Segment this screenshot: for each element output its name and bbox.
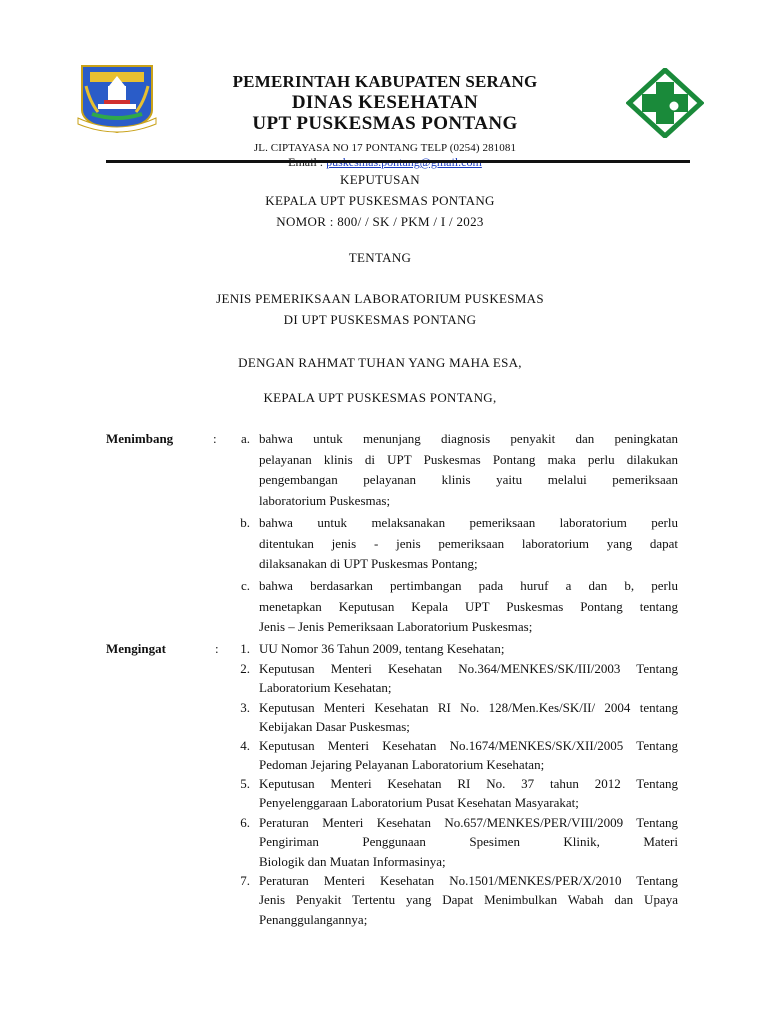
- menimbang-item-line: bahwa untuk melaksanakan pemeriksaan laboratorium perlu: [259, 515, 678, 530]
- mengingat-item: [259, 774, 678, 813]
- mengingat-item: [259, 639, 678, 658]
- menimbang-marker: c.: [240, 578, 250, 593]
- menimbang-item-line: ditentukan jenis - jenis pemeriksaan laboratorium yang dapat: [259, 535, 678, 551]
- letterhead-text: [160, 72, 610, 169]
- puskesmas-green-cross-icon: [626, 68, 704, 138]
- decree-issuer: KEPALA UPT PUSKESMAS PONTANG: [265, 193, 495, 208]
- mengingat-item-line: Pengiriman Penggunaan Spesimen Klinik, Materi: [259, 834, 678, 850]
- menimbang-item: [259, 429, 678, 511]
- preamble-invocation: DENGAN RAHMAT TUHAN YANG MAHA ESA,: [238, 355, 522, 370]
- mengingat-item: [259, 871, 678, 929]
- menimbang-marker: a.: [240, 431, 250, 446]
- mengingat-item-line: Keputusan Menteri Kesehatan RI No. 37 tahun 2012 Tentang: [259, 776, 678, 791]
- decree-number: NOMOR : 800/ / SK / PKM / I / 2023: [276, 214, 484, 229]
- menimbang-item-line: bahwa untuk menunjang diagnosis penyakit dan peningkatan: [259, 431, 678, 446]
- mengingat-item-line: Pedoman Jejaring Pelayanan Laboratorium Kesehatan;: [259, 757, 545, 773]
- mengingat-item: [259, 659, 678, 698]
- mengingat-item-line: Biologik dan Muatan Informasinya;: [259, 853, 446, 869]
- menimbang-item-line: Jenis – Jenis Pemeriksaan Laboratorium Puskesmas;: [259, 619, 533, 635]
- mengingat-colon: :: [215, 641, 219, 656]
- letterhead-divider: [106, 160, 690, 163]
- mengingat-item-line: Jenis Penyakit Tertentu yang Dapat Menimbulkan Wabah dan Upaya: [259, 892, 678, 908]
- mengingat-item-line: Laboratorium Kesehatan;: [259, 680, 392, 696]
- menimbang-item-line: laboratorium Puskesmas;: [259, 492, 391, 508]
- menimbang-label: Menimbang: [106, 431, 174, 446]
- decree-about: TENTANG: [348, 250, 412, 265]
- mengingat-marker: 6.: [240, 815, 250, 830]
- mengingat-marker: 5.: [240, 776, 250, 791]
- department-name: DINAS KESEHATAN: [291, 92, 479, 113]
- decree-subject-line1: JENIS PEMERIKSAAN LABORATORIUM PUSKESMAS: [216, 291, 544, 306]
- institution-name: UPT PUSKESMAS PONTANG: [252, 113, 518, 134]
- address: JL. CIPTAYASA NO 17 PONTANG TELP (0254) 281081: [253, 142, 517, 154]
- kabupaten-serang-crest-icon: [76, 62, 158, 134]
- menimbang-marker: b.: [240, 515, 250, 530]
- mengingat-marker: 3.: [240, 700, 250, 715]
- menimbang-item: [259, 576, 678, 638]
- menimbang-colon: :: [213, 431, 217, 446]
- menimbang-item-line: menetapkan Keputusan Kepala UPT Puskesmas Pontang tentang: [259, 598, 678, 614]
- menimbang-item-line: bahwa berdasarkan pertimbangan pada huruf a dan b, perlu: [259, 578, 678, 593]
- mengingat-item: [259, 813, 678, 871]
- mengingat-marker: 2.: [240, 661, 250, 676]
- mengingat-item-line: Keputusan Menteri Kesehatan RI No. 128/Men.Kes/SK/II/ 2004 tentang: [259, 700, 678, 715]
- mengingat-item: [259, 698, 678, 737]
- mengingat-marker: 1.: [240, 641, 250, 656]
- mengingat-item-line: Peraturan Menteri Kesehatan No.1501/MENKES/PER/X/2010 Tentang: [259, 873, 678, 888]
- mengingat-item-line: Keputusan Menteri Kesehatan No.364/MENKES/SK/III/2003 Tentang: [259, 661, 678, 676]
- decree-subject-line2: DI UPT PUSKESMAS PONTANG: [283, 312, 477, 327]
- mengingat-item-line: Penanggulangannya;: [259, 911, 368, 927]
- mengingat-item-line: UU Nomor 36 Tahun 2009, tentang Kesehatan;: [259, 641, 505, 656]
- menimbang-item-line: dilaksanakan di UPT Puskesmas Pontang;: [259, 556, 478, 572]
- mengingat-label: Mengingat: [106, 641, 166, 656]
- mengingat-item-line: Keputusan Menteri Kesehatan No.1674/MENKES/SK/XII/2005 Tentang: [259, 738, 678, 753]
- mengingat-marker: 4.: [240, 738, 250, 753]
- mengingat-item-line: Peraturan Menteri Kesehatan No.657/MENKES/PER/VIII/2009 Tentang: [259, 815, 678, 830]
- menimbang-item: [259, 513, 678, 575]
- menimbang-item-line: pengembangan pelayanan klinis yaitu melalui pemeriksaan: [259, 472, 678, 488]
- mengingat-marker: 7.: [240, 873, 250, 888]
- menimbang-item-line: pelayanan klinis di UPT Puskesmas Pontang maka perlu dilakukan: [259, 451, 678, 467]
- decree-heading: KEPUTUSAN: [340, 172, 420, 187]
- mengingat-item-line: Kebijakan Dasar Puskesmas;: [259, 719, 410, 735]
- preamble-issuer: KEPALA UPT PUSKESMAS PONTANG,: [263, 390, 497, 405]
- mengingat-item: [259, 736, 678, 775]
- government-name: PEMERINTAH KABUPATEN SERANG: [232, 72, 538, 91]
- mengingat-item-line: Penyelenggaraan Laboratorium Pusat Kesehatan Masyarakat;: [259, 795, 579, 811]
